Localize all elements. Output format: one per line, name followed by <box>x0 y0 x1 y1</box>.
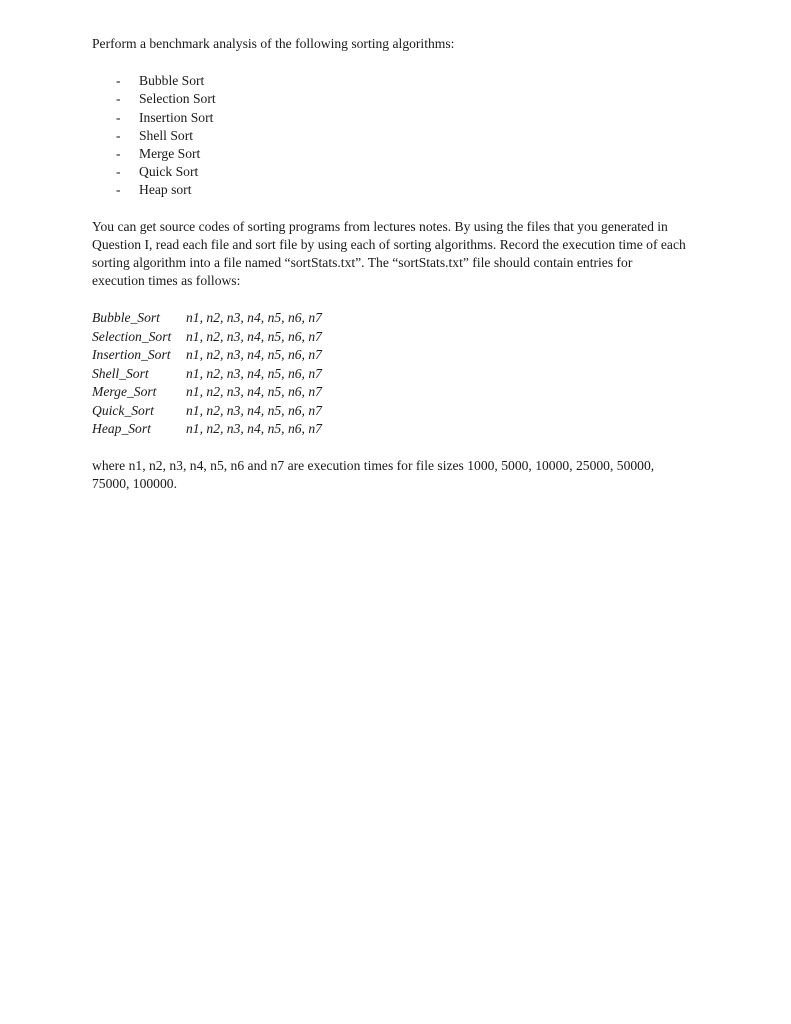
list-item <box>92 72 692 90</box>
file-sizes-note: where n1, n2, n3, n4, n5, n6 and n7 are execution times for file sizes 1000, 5000, 10000, 25000, 50000, 75000, 100000. <box>92 457 655 492</box>
instructions-paragraph: You can get source codes of sorting programs from lectures notes. By using the files that you generated in Question I, read each file and sort file by using each of sorting algorithms. Record the execution time of each sorting algorithm into a file named “sortStats.txt”. The “sortStats.txt” file should contain entries for execution times as follows: <box>92 218 686 289</box>
algorithm-label: Heap sort <box>139 182 192 198</box>
stats-algorithm-name: Merge_Sort <box>92 384 157 400</box>
list-item <box>92 163 692 181</box>
stats-algorithm-name: Quick_Sort <box>92 402 154 418</box>
list-dash: - <box>116 109 121 125</box>
list-dash: - <box>116 127 121 143</box>
list-dash: - <box>116 164 121 180</box>
list-item <box>92 109 692 127</box>
algorithm-label: Bubble Sort <box>139 73 205 89</box>
stats-row <box>92 309 692 328</box>
algorithm-label: Selection Sort <box>139 91 216 107</box>
stats-values: n1, n2, n3, n4, n5, n6, n7 <box>186 328 322 344</box>
stats-row <box>92 346 692 365</box>
list-item <box>92 90 692 108</box>
stats-row <box>92 328 692 347</box>
algorithm-label: Quick Sort <box>139 164 199 180</box>
list-dash: - <box>116 145 121 161</box>
stats-row <box>92 365 692 384</box>
stats-algorithm-name: Bubble_Sort <box>92 310 160 326</box>
intro-text: Perform a benchmark analysis of the following sorting algorithms: <box>92 36 455 51</box>
list-item <box>92 181 692 199</box>
stats-algorithm-name: Selection_Sort <box>92 328 172 344</box>
stats-algorithm-name: Heap_Sort <box>92 421 151 437</box>
stats-algorithm-name: Shell_Sort <box>92 365 149 381</box>
stats-values: n1, n2, n3, n4, n5, n6, n7 <box>186 402 322 418</box>
list-item <box>92 127 692 145</box>
stats-algorithm-name: Insertion_Sort <box>92 347 171 363</box>
algorithm-list <box>92 72 692 199</box>
stats-values: n1, n2, n3, n4, n5, n6, n7 <box>186 384 322 400</box>
stats-values: n1, n2, n3, n4, n5, n6, n7 <box>186 421 322 437</box>
list-dash: - <box>116 91 121 107</box>
stats-values: n1, n2, n3, n4, n5, n6, n7 <box>186 347 322 363</box>
list-dash: - <box>116 73 121 89</box>
stats-row <box>92 383 692 402</box>
stats-values: n1, n2, n3, n4, n5, n6, n7 <box>186 365 322 381</box>
stats-values: n1, n2, n3, n4, n5, n6, n7 <box>186 310 322 326</box>
document-page <box>92 35 692 493</box>
sort-stats-format <box>92 309 692 439</box>
list-item <box>92 145 692 163</box>
stats-row <box>92 420 692 439</box>
algorithm-label: Shell Sort <box>139 127 194 143</box>
stats-row <box>92 402 692 421</box>
list-dash: - <box>116 182 121 198</box>
algorithm-label: Insertion Sort <box>139 109 214 125</box>
algorithm-label: Merge Sort <box>139 145 201 161</box>
